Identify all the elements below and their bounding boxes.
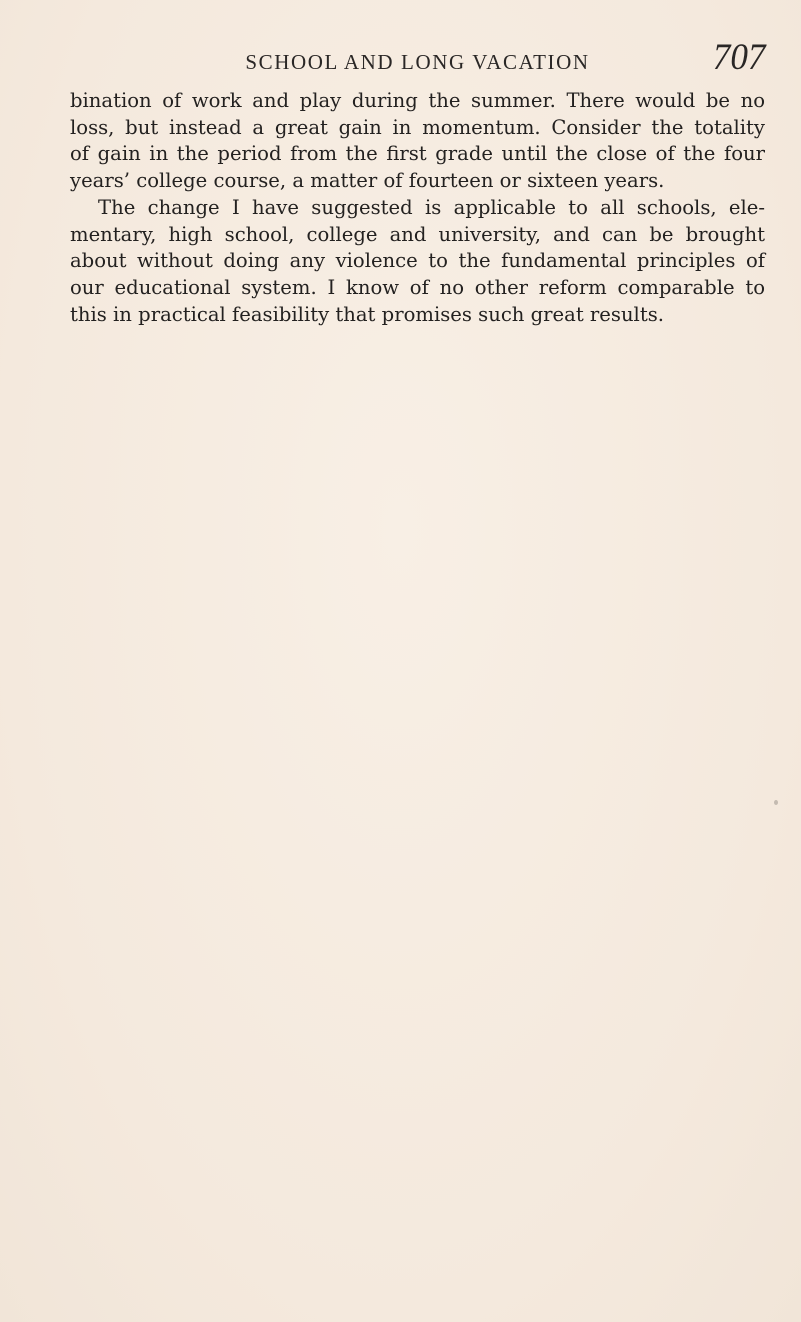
text-line: mentary, high school, college and university, and can be brought xyxy=(70,222,765,246)
text-line: bination of work and play during the summer. There would be no xyxy=(70,89,765,112)
text-line: years’ college course, a matter of fourteen or sixteen years. xyxy=(70,169,665,193)
text-line: this in practical feasibility that promises such great results. xyxy=(70,302,664,326)
running-head xyxy=(70,38,765,82)
paper-speck xyxy=(774,800,778,805)
text-line: our educational system. I know of no other reform comparable to xyxy=(70,275,765,299)
paragraph-1 xyxy=(70,88,765,195)
running-title: SCHOOL AND LONG VACATION xyxy=(245,50,590,74)
text-line: loss, but instead a great gain in momentum. Consider the totality xyxy=(70,115,765,139)
paragraph-2 xyxy=(70,195,765,329)
body-text xyxy=(70,88,765,328)
page-number: 707 xyxy=(712,37,765,78)
text-line: The change I have suggested is applicable to all schools, ele- xyxy=(98,195,765,219)
text-line: of gain in the period from the first grade until the close of the four xyxy=(70,142,765,166)
text-line: about without doing any violence to the fundamental principles of xyxy=(70,249,765,273)
